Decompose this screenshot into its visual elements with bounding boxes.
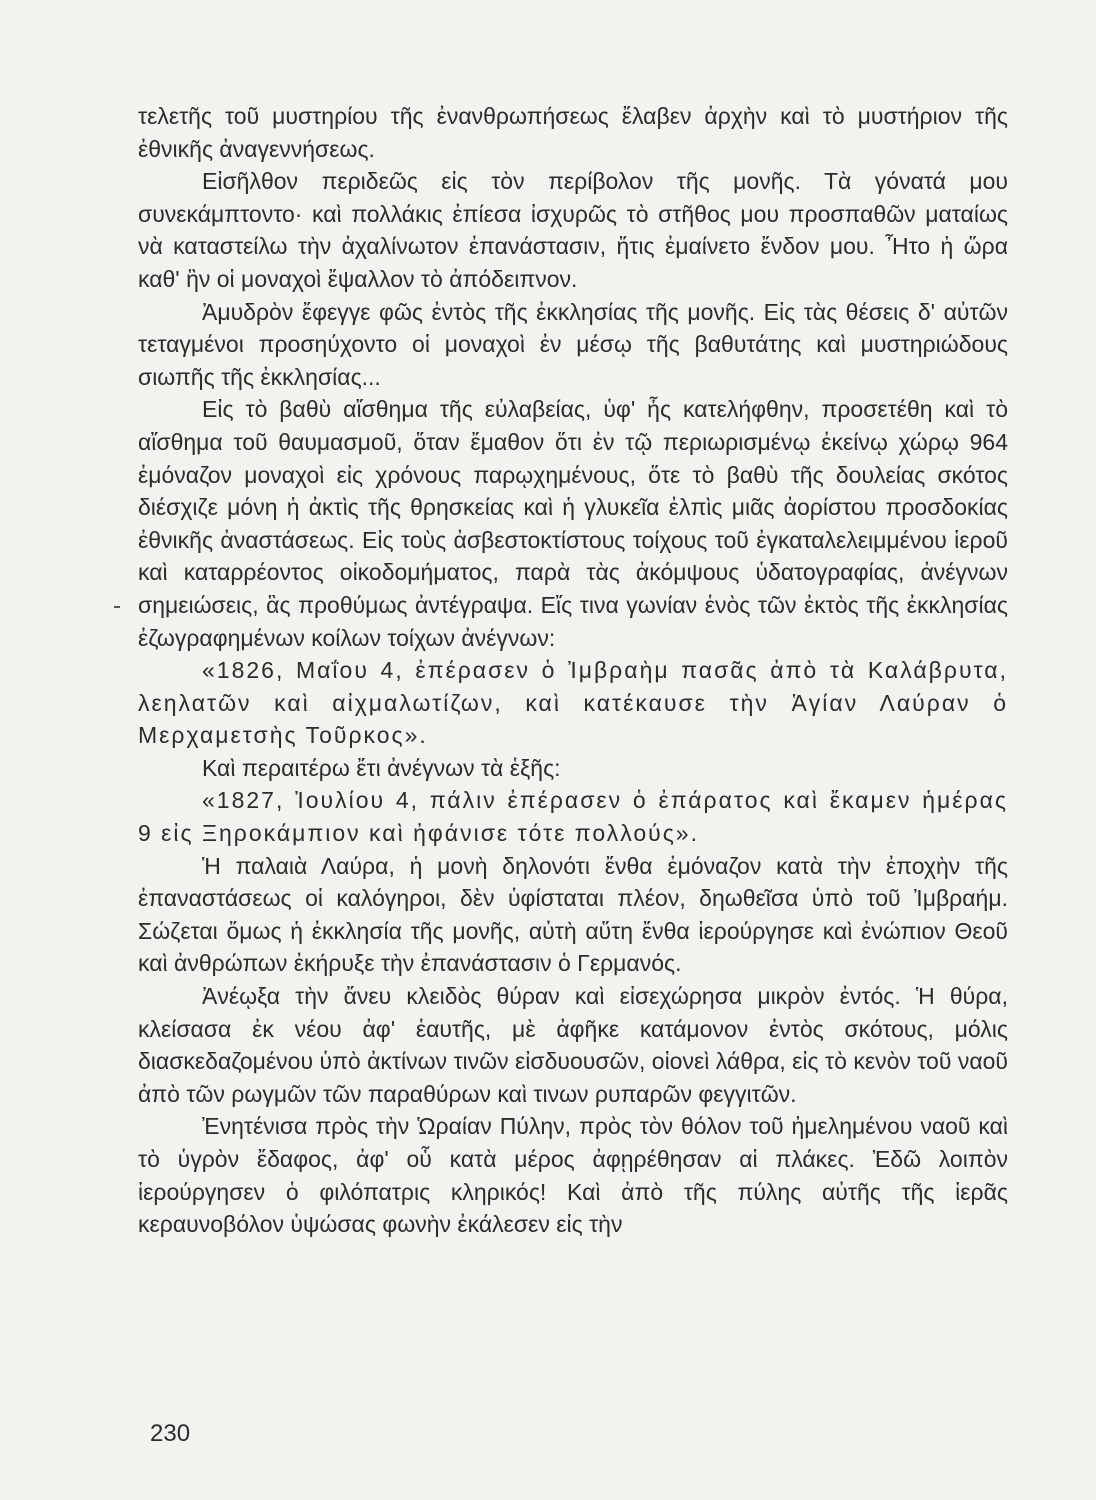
page-number: 230 (150, 1420, 191, 1447)
inscription-quote-1827: «1827, Ἰουλίου 4, πάλιν ἐπέρασεν ὁ ἐπάρατος καὶ ἔκαμεν ἡμέρας 9 εἰς Ξηροκάμπιον καὶ ἠφάνισε τότε πολλούς». (138, 787, 1008, 847)
paragraph: Ἡ παλαιὰ Λαύρα, ἡ μονὴ δηλονότι ἔνθα ἐμόναζον κατὰ τὴν ἐποχὴν τῆς ἐπαναστάσεως οἱ καλόγηροι, δὲν ὑφίσταται πλέον, δηωθεῖσα ὑπὸ τοῦ Ἰμβραήμ. Σώζεται ὅμως ἡ ἐκκλησία τῆς μονῆς, αὐτὴ αὕτη ἔνθα ἱερούργησε καὶ ἐνώπιον Θεοῦ καὶ ἀνθρώπων ἐκήρυξε τὴν ἐπανάστασιν ὁ Γερμανός. (138, 852, 1008, 977)
inscription-quote-1826: «1826, Μαΐου 4, ἐπέρασεν ὁ Ἰμβραὴμ πασᾶς ἀπὸ τὰ Καλάβρυτα, λεηλατῶν καὶ αἰχμαλωτίζων, καὶ κατέκαυσε τὴν Ἁγίαν Λαύραν ὁ Μερχαμετσὴς Τοῦρκος». (138, 657, 1008, 749)
paragraph: Καὶ περαιτέρω ἔτι ἀνέγνων τὰ ἑξῆς: (202, 754, 561, 781)
body-text (138, 100, 1008, 1241)
paragraph: Εἰσῆλθον περιδεῶς εἰς τὸν περίβολον τῆς μονῆς. Τὰ γόνατά μου συνεκάμπτοντο· καὶ πολλάκις ἐπίεσα ἰσχυρῶς τὸ στῆθος μου προσπαθῶν ματαίως νὰ καταστείλω τὴν ἀχαλίνωτον ἐπανάστασιν, ἥτις ἐμαίνετο ἔνδον μου. Ἦτο ἡ ὥρα καθ' ἣν οἱ μοναχοὶ ἔψαλλον τὸ ἀπόδειπνον. (138, 168, 1008, 292)
paragraph: Ἀνέῳξα τὴν ἄνευ κλειδὸς θύραν καὶ εἰσεχώρησα μικρὸν ἐντός. Ἡ θύρα, κλείσασα ἐκ νέου ἀφ' ἑαυτῆς, μὲ ἀφῆκε κατάμονον ἐντὸς σκότους, μόλις διασκεδαζομένου ὑπὸ ἀκτίνων τινῶν εἰσδυουσῶν, οἱονεὶ λάθρα, εἰς τὸ κενὸν τοῦ ναοῦ ἀπὸ τῶν ρωγμῶν τῶν παραθύρων καὶ τινων ρυπαρῶν φεγγιτῶν. (138, 983, 1008, 1107)
paragraph: Ἀμυδρὸν ἔφεγγε φῶς ἐντὸς τῆς ἐκκλησίας τῆς μονῆς. Εἰς τὰς θέσεις δ' αὐτῶν τεταγμένοι προσηύχοντο οἱ μοναχοὶ ἐν μέσῳ τῆς βαθυτάτης καὶ μυστηριώδους σιωπῆς τῆς ἐκκλησίας... (138, 298, 1008, 390)
paragraph-continuation: τελετῆς τοῦ μυστηρίου τῆς ἐνανθρωπήσεως ἔλαβεν ἀρχὴν καὶ τὸ μυστήριον τῆς ἐθνικῆς ἀναγεννήσεως. (138, 103, 1008, 162)
margin-mark (114, 606, 120, 608)
paragraph: Ἐνητένισα πρὸς τὴν Ὡραίαν Πύλην, πρὸς τὸν θόλον τοῦ ἠμελημένου ναοῦ καὶ τὸ ὑγρὸν ἔδαφος, ἀφ' οὗ κατὰ μέρος ἀφῃρέθησαν αἱ πλάκες. Ἐδῶ λοιπὸν ἱερούργησεν ὁ φιλόπατρις κληρικός! Καὶ ἀπὸ τῆς πύλης αὐτῆς τῆς ἱερᾶς κεραυνοβόλον ὑψώσας φωνὴν ἐκάλεσεν εἰς τὴν (138, 1113, 1008, 1238)
paragraph: Εἰς τὸ βαθὺ αἴσθημα τῆς εὐλαβείας, ὑφ' ἧς κατελήφθην, προσετέθη καὶ τὸ αἴσθημα τοῦ θαυμασμοῦ, ὅταν ἔμαθον ὅτι ἐν τῷ περιωρισμένῳ ἐκείνῳ χώρῳ 964 ἐμόναζον μοναχοὶ εἰς χρόνους παρῳχημένους, ὅτε τὸ βαθὺ τῆς δουλείας σκότος διέσχιζε μόνη ἡ ἀκτὶς τῆς θρησκείας καὶ ἡ γλυκεῖα ἐλπὶς μιᾶς ἀορίστου προσδοκίας ἐθνικῆς ἀναστάσεως. Εἰς τοὺς ἀσβεστοκτίστους τοίχους τοῦ ἐγκαταλελειμμένου ἱεροῦ καὶ καταρρέοντος οἰκοδομήματος, παρὰ τὰς ἀκόμψους ὑδατογραφίας, ἀνέγνων σημειώσεις, ἃς προθύμως ἀντέγραψα. Εἴς τινα γωνίαν ἑνὸς τῶν ἐκτὸς τῆς ἐκκλησίας ἐζωγραφημένων κοίλων τοίχων ἀνέγνων: (138, 396, 1008, 651)
